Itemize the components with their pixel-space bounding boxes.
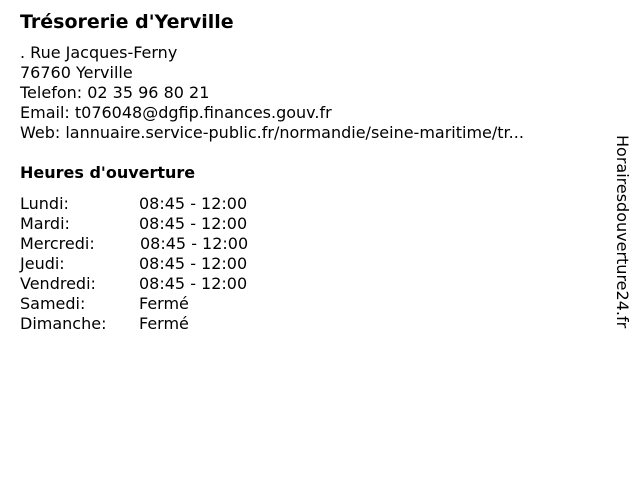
day-hours: 08:45 - 12:00 [139,194,248,213]
day-label: Dimanche: [20,314,107,333]
postal-city: 76760 Yerville [20,63,133,82]
day-hours: 08:45 - 12:00 [139,274,248,293]
day-label: Mardi: [20,214,70,233]
day-hours: 08:45 - 12:00 [139,214,248,233]
day-label: Vendredi: [20,274,96,293]
hours-heading: Heures d'ouverture [20,163,196,182]
day-hours: Fermé [139,314,189,333]
street-address: . Rue Jacques-Ferny [20,43,178,62]
day-label: Mercredi: [20,234,95,253]
day-hours: 08:45 - 12:00 [139,254,248,273]
day-hours: 08:45 - 12:00 [140,234,249,253]
day-label: Samedi: [20,294,86,313]
phone-number: Telefon: 02 35 96 80 21 [20,83,210,102]
day-label: Jeudi: [20,254,65,273]
day-hours: Fermé [139,294,189,313]
page-title: Trésorerie d'Yerville [20,11,234,33]
website-link: Web: lannuaire.service-public.fr/normandie/seine-maritime/tr... [20,123,524,142]
site-watermark: Horairesdouverture24.fr [613,135,632,329]
contact-block [20,43,524,143]
day-label: Lundi: [20,194,69,213]
email-address: Email: t076048@dgfip.finances.gouv.fr [20,103,332,122]
